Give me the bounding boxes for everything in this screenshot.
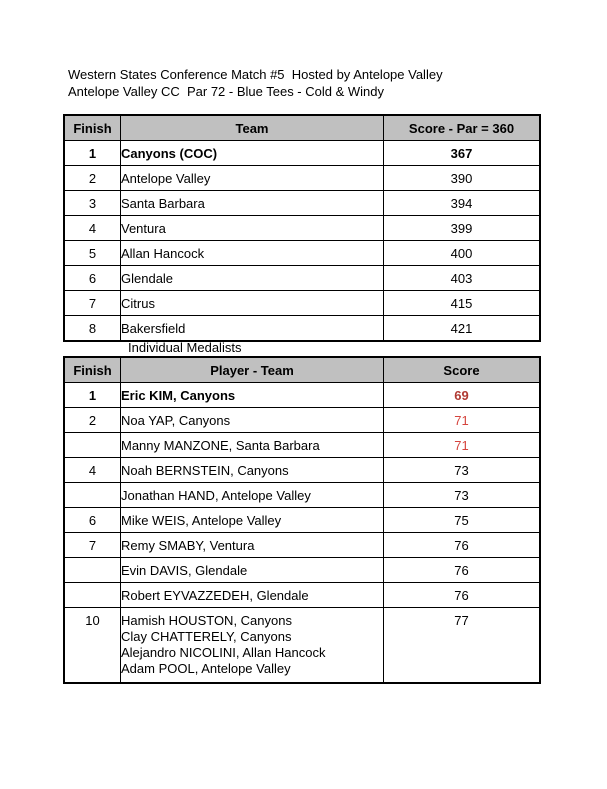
score-cell: 76 [384, 533, 541, 558]
score-cell: 71 [384, 433, 541, 458]
team-cell: Bakersfield [121, 316, 384, 342]
finish-cell: 8 [64, 316, 121, 342]
score-cell: 73 [384, 483, 541, 508]
team-results-table [63, 114, 541, 342]
score-cell: 77 [384, 608, 541, 684]
finish-cell [64, 583, 121, 608]
score-cell: 403 [384, 266, 541, 291]
finish-cell: 5 [64, 241, 121, 266]
score-cell: 75 [384, 508, 541, 533]
team-cell: Ventura [121, 216, 384, 241]
score-cell: 390 [384, 166, 541, 191]
finish-cell: 4 [64, 216, 121, 241]
table-row [64, 266, 540, 291]
team-cell: Santa Barbara [121, 191, 384, 216]
table-row [64, 508, 540, 533]
team-cell: Allan Hancock [121, 241, 384, 266]
column-header-finish: Finish [64, 115, 121, 141]
medalist-results-body [64, 383, 540, 684]
score-cell: 394 [384, 191, 541, 216]
table-row [64, 583, 540, 608]
column-header-player-team: Player - Team [121, 357, 384, 383]
player-team-cell: Evin DAVIS, Glendale [121, 558, 384, 583]
player-name-line: Adam POOL, Antelope Valley [121, 661, 291, 676]
player-team-cell: Remy SMABY, Ventura [121, 533, 384, 558]
player-team-cell: Manny MANZONE, Santa Barbara [121, 433, 384, 458]
table-row [64, 216, 540, 241]
finish-cell: 3 [64, 191, 121, 216]
finish-cell: 6 [64, 266, 121, 291]
score-cell: 73 [384, 458, 541, 483]
player-team-cell: Jonathan HAND, Antelope Valley [121, 483, 384, 508]
finish-cell: 1 [64, 383, 121, 408]
page-title-line2: Antelope Valley CC Par 72 - Blue Tees - Cold & Windy [68, 84, 384, 99]
team-cell: Glendale [121, 266, 384, 291]
player-team-cell: Eric KIM, Canyons [121, 383, 384, 408]
finish-cell: 4 [64, 458, 121, 483]
player-name-line: Hamish HOUSTON, Canyons [121, 613, 292, 628]
column-header-score: Score [384, 357, 541, 383]
player-team-cell: Mike WEIS, Antelope Valley [121, 508, 384, 533]
finish-cell: 1 [64, 141, 121, 166]
score-cell: 76 [384, 583, 541, 608]
player-team-cell: Noa YAP, Canyons [121, 408, 384, 433]
table-row [64, 458, 540, 483]
column-header-score: Score - Par = 360 [384, 115, 541, 141]
table-row [64, 166, 540, 191]
table-row [64, 291, 540, 316]
player-team-cell [121, 608, 384, 684]
score-cell: 399 [384, 216, 541, 241]
table-row [64, 408, 540, 433]
table-row [64, 191, 540, 216]
finish-cell [64, 483, 121, 508]
score-cell: 415 [384, 291, 541, 316]
column-header-team: Team [121, 115, 384, 141]
score-cell: 421 [384, 316, 541, 342]
page-title-line1: Western States Conference Match #5 Hosted by Antelope Valley [68, 67, 443, 82]
score-cell: 69 [384, 383, 541, 408]
column-header-finish: Finish [64, 357, 121, 383]
score-cell: 76 [384, 558, 541, 583]
table-row [64, 433, 540, 458]
team-cell: Antelope Valley [121, 166, 384, 191]
table-header-row [64, 357, 540, 383]
player-name-line: Clay CHATTERELY, Canyons [121, 629, 292, 644]
player-team-cell: Robert EYVAZZEDEH, Glendale [121, 583, 384, 608]
finish-cell: 7 [64, 291, 121, 316]
finish-cell: 7 [64, 533, 121, 558]
finish-cell: 10 [64, 608, 121, 684]
finish-cell: 2 [64, 166, 121, 191]
table-header-row [64, 115, 540, 141]
score-cell: 367 [384, 141, 541, 166]
table-row [64, 533, 540, 558]
table-row [64, 383, 540, 408]
score-cell: 71 [384, 408, 541, 433]
table-row [64, 241, 540, 266]
table-row [64, 141, 540, 166]
team-results-body [64, 141, 540, 342]
team-cell: Canyons (COC) [121, 141, 384, 166]
document-header [68, 66, 443, 100]
finish-cell: 2 [64, 408, 121, 433]
finish-cell: 6 [64, 508, 121, 533]
medalists-section-label: Individual Medalists [128, 340, 242, 355]
medalist-results-table [63, 356, 541, 684]
player-name-line: Alejandro NICOLINI, Allan Hancock [121, 645, 326, 660]
finish-cell [64, 433, 121, 458]
player-team-cell: Noah BERNSTEIN, Canyons [121, 458, 384, 483]
score-cell: 400 [384, 241, 541, 266]
finish-cell [64, 558, 121, 583]
table-row [64, 483, 540, 508]
team-cell: Citrus [121, 291, 384, 316]
table-row [64, 558, 540, 583]
table-row [64, 608, 540, 684]
table-row [64, 316, 540, 342]
